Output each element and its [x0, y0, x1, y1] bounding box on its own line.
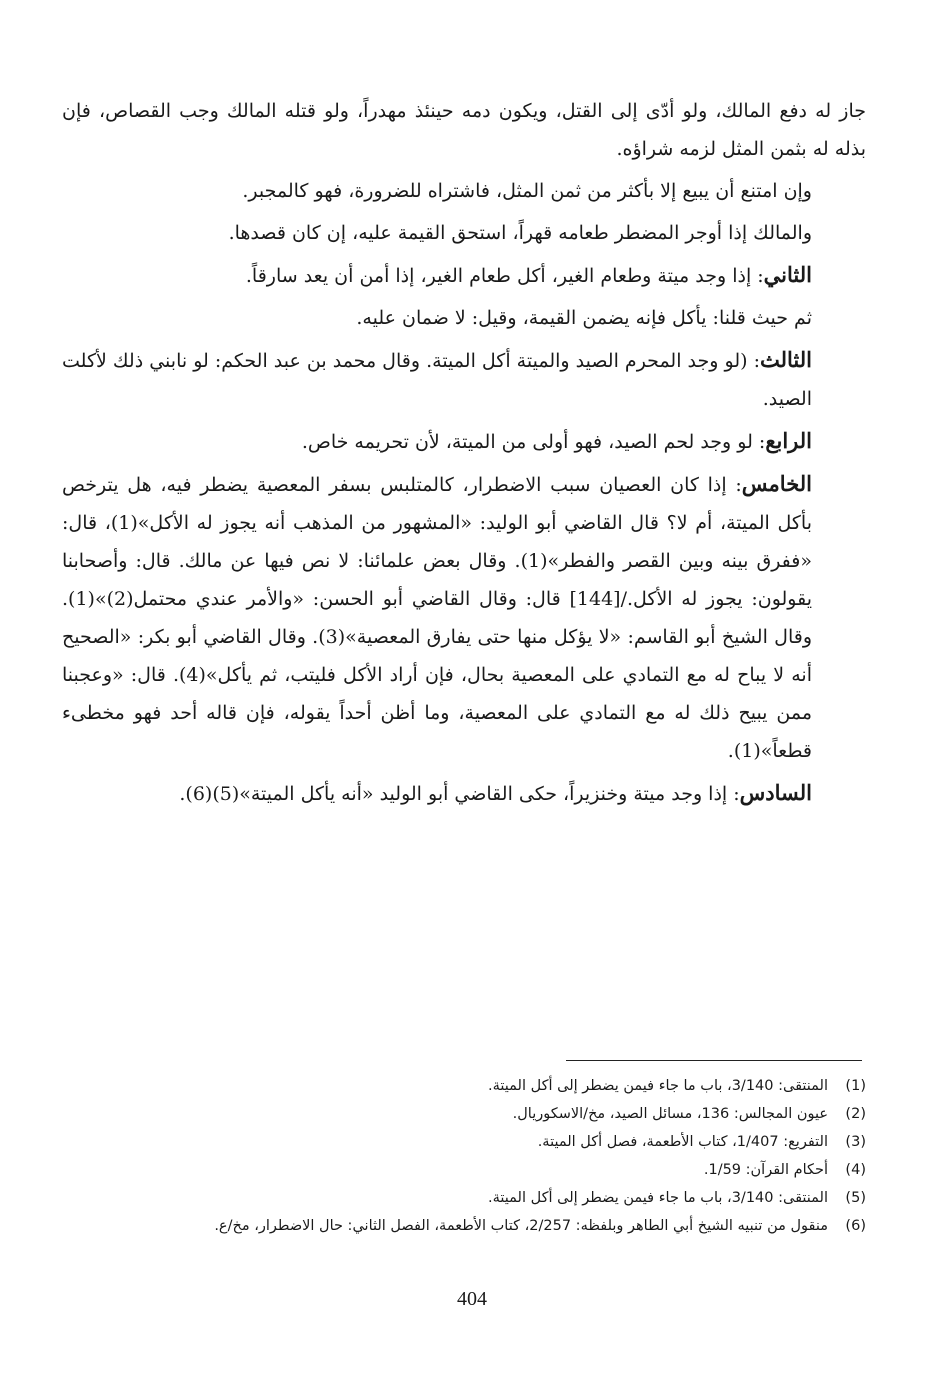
paragraph-sixth-text: : إذا وجد ميتة وخنزيراً، حكى القاضي أبو الوليد «أنه يأكل الميتة»(5)(6). [179, 783, 740, 805]
paragraph-fourth [62, 422, 866, 461]
paragraph-third-text: : (لو وجد المحرم الصيد والميتة أكل الميتة. وقال محمد بن عبد الحكم: لو نابني ذلك لأكلت الصيد. [62, 350, 812, 410]
paragraph-third [62, 341, 866, 418]
footnote-text: المنتقى: 3/140، باب ما جاء فيمن يضطر إلى أكل الميتة. [488, 1078, 828, 1094]
footnote-number: (1) [845, 1078, 866, 1094]
heading-fourth: الرابع [765, 428, 812, 453]
paragraph-2: وإن امتنع أن يبيع إلا بأكثر من ثمن المثل، فاشتراه للضرورة، فهو كالمجبر. [242, 180, 812, 202]
paragraph-1: جاز له دفع المالك، ولو أدّى إلى القتل، ويكون دمه حينئذ مهدراً، ولو قتله المالك وجب القصاص، فإن بذله له بثمن المثل لزمه شراؤه. [62, 100, 866, 160]
footnote [120, 1100, 866, 1128]
heading-third: الثالث [760, 347, 812, 372]
footnote-text: منقول من تنبيه الشيخ أبي الطاهر وبلفظه: 2/257، كتاب الأطعمة، الفصل الثاني: حال الاضطرار، مخ/ع. [214, 1218, 828, 1234]
footnote-text: عيون المجالس: 136، مسائل الصيد، مخ/الاسكوريال. [512, 1106, 828, 1122]
footnote [120, 1184, 866, 1212]
heading-fifth: الخامس [741, 471, 812, 496]
heading-sixth: السادس [739, 780, 812, 805]
footnote-text: أحكام القرآن: 1/59. [703, 1162, 828, 1178]
page-number: 404 [457, 1288, 487, 1310]
main-text [62, 92, 866, 817]
footnote-number: (4) [845, 1162, 866, 1178]
paragraph-3: والمالك إذا أوجر المضطر طعامه قهراً، استحق القيمة عليه، إن كان قصدها. [228, 222, 812, 244]
footnote-text: التفريع: 1/407، كتاب الأطعمة، فصل أكل الميتة. [537, 1134, 828, 1150]
paragraph-5: ثم حيث قلنا: يأكل فإنه يضمن القيمة، وقيل: لا ضمان عليه. [356, 307, 812, 329]
footnote-number: (5) [845, 1190, 866, 1206]
footnote-text: المنتقى: 3/140، باب ما جاء فيمن يضطر إلى أكل الميتة. [488, 1190, 828, 1206]
paragraph-fifth [62, 465, 866, 770]
footnote-number: (2) [845, 1106, 866, 1122]
footnote-number: (3) [845, 1134, 866, 1150]
footnote-divider [566, 1060, 862, 1061]
paragraph-second-text: : إذا وجد ميتة وطعام الغير، أكل طعام الغير، إذا أمن أن يعد سارقاً. [245, 265, 764, 287]
heading-second: الثاني [763, 262, 812, 287]
paragraph-fourth-text: : لو وجد لحم الصيد، فهو أولى من الميتة، لأن تحريمه خاص. [301, 431, 766, 453]
paragraph-sixth [62, 774, 866, 813]
footnote [120, 1212, 866, 1240]
paragraph-second [62, 256, 866, 295]
footnote [120, 1072, 866, 1100]
footnote [120, 1156, 866, 1184]
footnote [120, 1128, 866, 1156]
footnotes [120, 1072, 866, 1240]
paragraph-fifth-text: : إذا كان العصيان سبب الاضطرار، كالمتلبس بسفر المعصية يضطر فيه، هل يترخص بأكل الميتة، أم لا؟ قال القاضي أبو الوليد: «المشهور من المذهب أنه يجوز له الأكل»(1)، قال: «ففرق بينه وبين القصر والفطر»(1). وقال بعض علمائنا: لا نص فيها عن مالك. قال: وأصحابنا يقولون: يجوز له الأكل./[144] قال: وقال القاضي أبو الحسن: «والأمر عندي محتمل(2)»(1). وقال الشيخ أبو القاسم: «لا يؤكل منها حتى يفارق المعصية»(3). وقال القاضي أبو بكر: «الصحيح أنه لا يباح له مع التمادي على المعصية بحال، فإن أراد الأكل فليتب، ثم يأكل»(4). قال: «وعجبنا ممن يبيح ذلك له مع التمادي على المعصية، وما أظن أحداً يقوله، فإن قاله أحد فهو مخطىء قطعاً»(1). [62, 474, 813, 762]
footnote-number: (6) [845, 1218, 866, 1234]
